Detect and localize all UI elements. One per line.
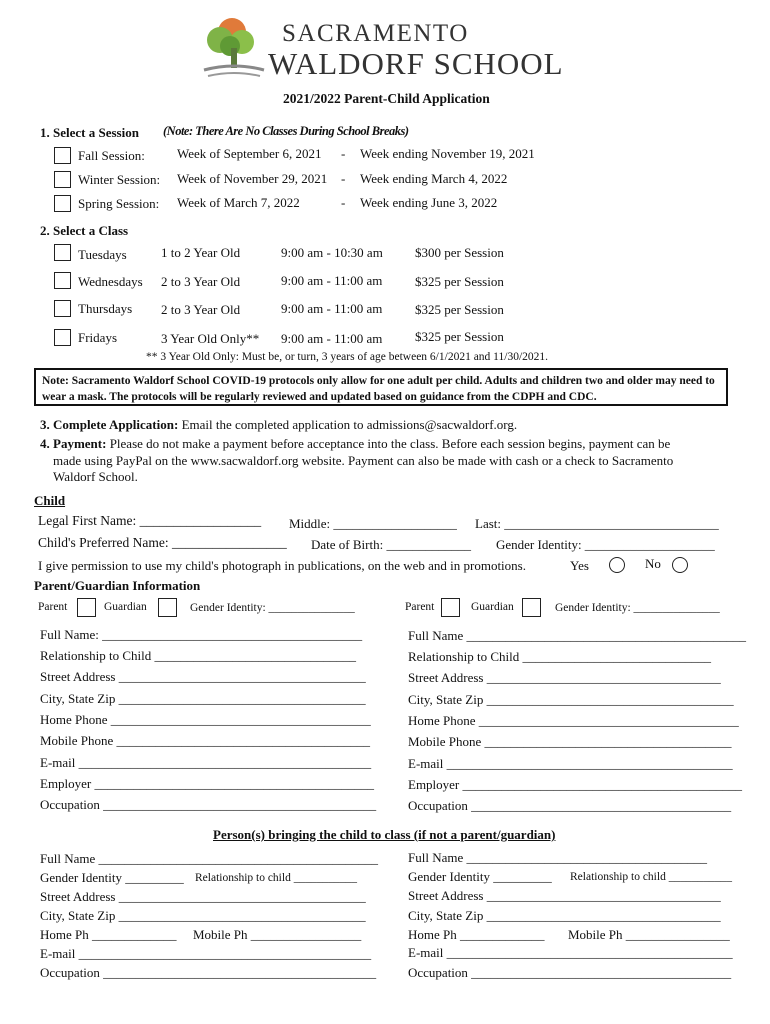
payment-line3: Waldorf School. <box>53 469 138 484</box>
person-email-field[interactable]: E-mail _____________________________________________ <box>40 946 372 961</box>
guardian-heading: Parent/Guardian Information <box>34 578 201 593</box>
school-logo <box>198 12 578 84</box>
person-relationship-field[interactable]: Relationship to child ___________ <box>195 872 357 884</box>
parent-checkbox[interactable] <box>77 598 96 617</box>
age-footnote: ** 3 Year Old Only: Must be, or turn, 3 years of age between 6/1/2021 and 11/30/2021. <box>146 351 549 363</box>
class-price: $300 per Session <box>415 245 504 260</box>
fall-session-checkbox[interactable] <box>54 147 71 164</box>
class-price: $325 per Session <box>415 302 504 317</box>
guardian-gender-field[interactable]: Gender Identity: _______________ <box>555 602 720 614</box>
school-name-line1: SACRAMENTO <box>282 20 469 47</box>
tuesdays-checkbox[interactable] <box>54 244 71 261</box>
person-relationship-field[interactable]: Relationship to child ___________ <box>570 871 732 883</box>
class-day: Wednesdays <box>78 274 143 289</box>
covid-note: Note: Sacramento Waldorf School COVID-19 protocols only allow for one adult per child. Adults and children two and older may need to wear a mask. The protocols will be regularly reviewed and updated based on guidance from the CDPH and CDC. <box>34 368 728 406</box>
complete-application <box>40 417 517 433</box>
school-name-line2: WALDORF SCHOOL <box>268 46 564 81</box>
person-city-field[interactable]: City, State Zip ______________________________________ <box>40 908 366 923</box>
session-label: Spring Session: <box>78 196 160 211</box>
session-start: Week of March 7, 2022 <box>177 195 300 210</box>
person-full-name-field[interactable]: Full Name ___________________________________________ <box>40 851 378 866</box>
guardian-field[interactable]: Relationship to Child _____________________________ <box>408 649 711 664</box>
parent-checkbox[interactable] <box>441 598 460 617</box>
form-title: 2021/2022 Parent-Child Application <box>283 91 490 106</box>
person-mobile-phone-field[interactable]: Mobile Ph _________________ <box>193 927 362 942</box>
guardian-field[interactable]: Relationship to Child _______________________________ <box>40 648 356 663</box>
child-gender-field[interactable]: Gender Identity: ____________________ <box>496 537 715 552</box>
class-time: 9:00 am - 11:00 am <box>281 273 383 288</box>
person-street-field[interactable]: Street Address ______________________________________ <box>40 889 366 904</box>
guardian-label: Guardian <box>104 601 147 613</box>
guardian-field[interactable]: Street Address ______________________________________ <box>40 669 366 684</box>
session-label: Winter Session: <box>78 172 161 187</box>
guardian-field[interactable]: Employer ___________________________________________ <box>40 776 375 791</box>
session-dash: - <box>341 171 346 186</box>
class-age: 2 to 3 Year Old <box>161 274 241 289</box>
session-note: (Note: There Are No Classes During School Breaks) <box>163 124 409 138</box>
parent-label: Parent <box>405 601 435 613</box>
guardian-label: Guardian <box>471 601 514 613</box>
session-start: Week of November 29, 2021 <box>177 171 328 186</box>
thursdays-checkbox[interactable] <box>54 300 71 317</box>
person-city-field[interactable]: City, State Zip ____________________________________ <box>408 908 721 923</box>
guardian-field[interactable]: City, State Zip ______________________________________ <box>408 692 734 707</box>
class-age: 1 to 2 Year Old <box>161 245 241 260</box>
session-dash: - <box>341 146 346 161</box>
guardian-checkbox[interactable] <box>158 598 177 617</box>
payment-line2: made using PayPal on the www.sacwaldorf.org website. Payment can also be made with cash or a check to Sacramento <box>53 453 674 468</box>
guardian-field[interactable]: Home Phone ________________________________________ <box>40 712 371 727</box>
class-age: 2 to 3 Year Old <box>161 302 241 317</box>
person-home-phone-field[interactable]: Home Ph _____________ <box>408 927 545 942</box>
persons-heading: Person(s) bringing the child to class (if not a parent/guardian) <box>213 827 556 842</box>
guardian-field[interactable]: Full Name: ________________________________________ <box>40 627 363 642</box>
class-age: 3 Year Old Only** <box>161 331 260 346</box>
person-gender-field[interactable]: Gender Identity _________ <box>408 869 552 884</box>
class-day: Thursdays <box>78 301 133 316</box>
legal-first-name-field[interactable]: Legal First Name: __________________ <box>38 513 262 528</box>
winter-session-checkbox[interactable] <box>54 171 71 188</box>
payment-text: Please do not make a payment before acceptance into the class. Before each session begins, payment can be <box>109 436 671 451</box>
person-occupation-field[interactable]: Occupation __________________________________________ <box>40 965 377 980</box>
class-price: $325 per Session <box>415 329 504 344</box>
payment-label: 4. Payment: <box>40 436 107 451</box>
person-full-name-field[interactable]: Full Name _____________________________________ <box>408 850 707 865</box>
middle-name-field[interactable]: Middle: ___________________ <box>289 516 457 531</box>
last-name-field[interactable]: Last: _________________________________ <box>475 516 719 531</box>
session-dash: - <box>341 195 346 210</box>
class-day: Tuesdays <box>78 247 127 262</box>
person-mobile-phone-field[interactable]: Mobile Ph ________________ <box>568 927 730 942</box>
payment-line1 <box>40 436 670 452</box>
class-time: 9:00 am - 11:00 am <box>281 331 383 346</box>
guardian-checkbox[interactable] <box>522 598 541 617</box>
permission-yes-radio[interactable] <box>609 557 625 573</box>
class-price: $325 per Session <box>415 274 504 289</box>
permission-no-radio[interactable] <box>672 557 688 573</box>
permission-no-label: No <box>645 556 661 571</box>
session-end: Week ending November 19, 2021 <box>360 146 535 161</box>
fridays-checkbox[interactable] <box>54 329 71 346</box>
class-time: 9:00 am - 11:00 am <box>281 301 383 316</box>
spring-session-checkbox[interactable] <box>54 195 71 212</box>
person-street-field[interactable]: Street Address ____________________________________ <box>408 888 721 903</box>
class-day: Fridays <box>78 330 117 345</box>
guardian-field[interactable]: Mobile Phone ______________________________________ <box>408 734 732 749</box>
class-heading: 2. Select a Class <box>40 223 129 238</box>
preferred-name-field[interactable]: Child's Preferred Name: _________________ <box>38 535 287 550</box>
guardian-field[interactable]: Occupation ________________________________________ <box>408 798 732 813</box>
complete-text: Email the completed application to admissions@sacwaldorf.org. <box>181 417 518 432</box>
person-gender-field[interactable]: Gender Identity _________ <box>40 870 184 885</box>
guardian-gender-field[interactable]: Gender Identity: _______________ <box>190 602 355 614</box>
guardian-field[interactable]: Full Name ___________________________________________ <box>408 628 746 643</box>
complete-label: 3. Complete Application: <box>40 417 179 432</box>
session-end: Week ending March 4, 2022 <box>360 171 508 186</box>
guardian-field[interactable]: Occupation __________________________________________ <box>40 797 377 812</box>
class-time: 9:00 am - 10:30 am <box>281 245 383 260</box>
guardian-field[interactable]: Street Address ____________________________________ <box>408 670 721 685</box>
guardian-field[interactable]: Mobile Phone _______________________________________ <box>40 733 371 748</box>
photo-permission: I give permission to use my child's photograph in publications, on the web and in promotions. <box>38 558 526 573</box>
permission-yes-label: Yes <box>570 558 589 573</box>
person-email-field[interactable]: E-mail ____________________________________________ <box>408 945 733 960</box>
wednesdays-checkbox[interactable] <box>54 272 71 289</box>
session-label: Fall Session: <box>78 148 145 163</box>
session-start: Week of September 6, 2021 <box>177 146 322 161</box>
guardian-field[interactable]: E-mail ____________________________________________ <box>408 756 733 771</box>
dob-field[interactable]: Date of Birth: _____________ <box>311 537 471 552</box>
parent-label: Parent <box>38 601 68 613</box>
session-heading: 1. Select a Session <box>40 125 139 140</box>
person-occupation-field[interactable]: Occupation ________________________________________ <box>408 965 732 980</box>
child-heading: Child <box>34 493 66 508</box>
session-end: Week ending June 3, 2022 <box>360 195 498 210</box>
guardian-field[interactable]: Home Phone ________________________________________ <box>408 713 739 728</box>
guardian-field[interactable]: E-mail _____________________________________________ <box>40 755 372 770</box>
guardian-field[interactable]: City, State Zip ______________________________________ <box>40 691 366 706</box>
person-home-phone-field[interactable]: Home Ph _____________ <box>40 927 177 942</box>
tree-logo-icon <box>198 12 270 84</box>
guardian-field[interactable]: Employer ___________________________________________ <box>408 777 743 792</box>
